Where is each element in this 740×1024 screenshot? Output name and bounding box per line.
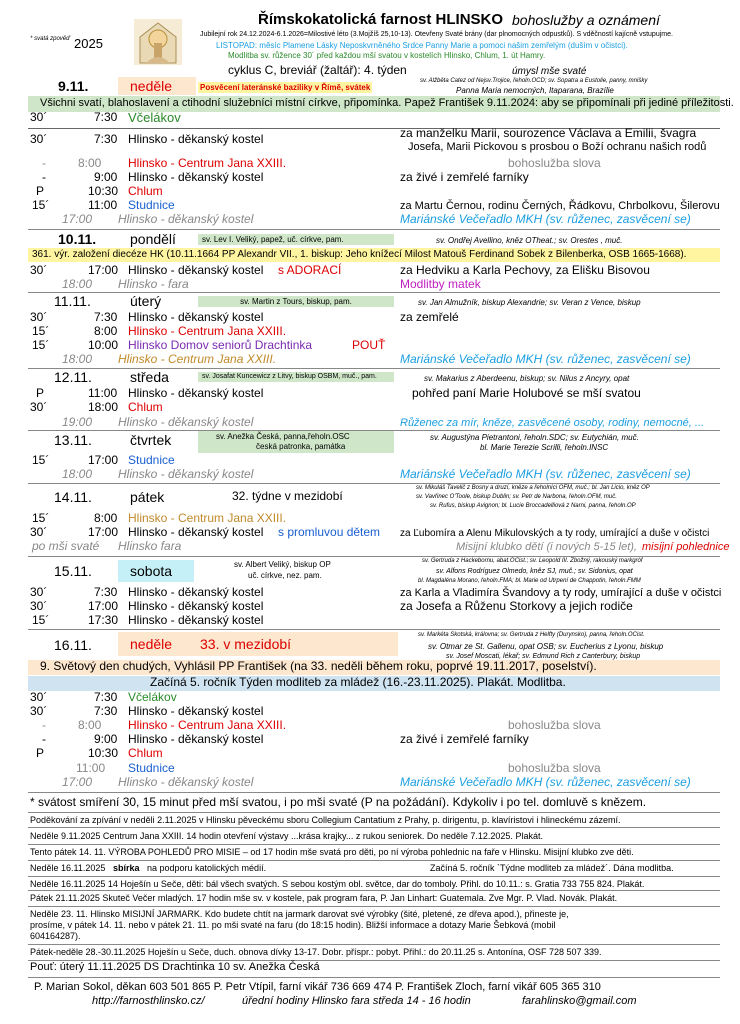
- saints-0911: sv. Alžběta Catez od Nejsv.Trojice, řeholn.OCD; sv. Sopatra a Eustolie, panny, mnišky: [420, 78, 648, 84]
- notice: Pátek-neděle 28.-30.11.2025 Hoješín u Seče, duch. obnova dívky 13-17. Dobr. příspr.: pobyt. Přihl.: do 20.11.25 s. Antonína, OSF 728 507 339.: [30, 947, 602, 957]
- mass-intention: Josefa, Marii Pickovou s prosbou o Boží ochranu našich rodů: [408, 141, 707, 153]
- saints-1611: sv. Otmar ze St. Gallenu, opat OSB; sv. Eucherius z Lyonu, biskup: [428, 642, 664, 651]
- feast-1211: sv. Josafat Kuncewicz z Litvy, biskup OSBM, muč., pam.: [198, 372, 394, 382]
- mass-time: 9:00: [94, 732, 118, 746]
- banner-poor-day: 9. Světový den chudých, Vyhlásil PP František (na 33. neděli během roku, poprvé 19.11.2017, poselství).: [40, 659, 597, 673]
- feast-1411: 32. týdne v mezidobí: [232, 489, 343, 503]
- banner-youth-week: Začíná 5. ročník Týden modliteb za mládež (16.-23.11.2025). Plakát. Modlitba.: [150, 675, 566, 689]
- notice: Začíná 5. ročník `Týdne modliteb za mládež´. Dána modlitba.: [430, 863, 674, 873]
- mass-intention: Mariánské Večeřadlo MKH (sv. růženec, zasvěcení se): [400, 775, 691, 789]
- day-1511: sobota: [130, 563, 173, 579]
- mass-place: Hlinsko - děkanský kostel: [128, 732, 264, 746]
- confession-time: 15´: [32, 338, 50, 352]
- confession-time: 15´: [32, 613, 50, 627]
- banner-1011: 361. výr. založení diecéze HK (10.11.1664 PP Alexandr VII., 1. biskup: Jeho knížecí Milost Matouš Ferdinand Sobek z Bilenberka, OSB 1665-1668).: [32, 249, 687, 260]
- mass-time: 18:00: [62, 352, 93, 366]
- mass-time: 17:00: [88, 599, 119, 613]
- feast2-1511: uč. církve, nez. pam.: [248, 571, 322, 580]
- mass-intention: Misijní klubko dětí (i nových 5-15 let),: [456, 541, 637, 553]
- notice: Neděle 9.11.2025 Centrum Jana XXIII. 14 hodin otevření výstavy ...krása krajky... z rukou seniorek. Do neděle 7.12.2025. Plakát.: [30, 831, 543, 841]
- saints-1511: sv. Alfons Rodríguez Olmedo, kněz SJ, muč.; sv. Sidonius, opat: [436, 568, 633, 575]
- mass-intention: pohřed paní Marie Holubové se mší svatou: [412, 386, 641, 400]
- date-0911: 9.11.: [58, 78, 89, 94]
- mass-time: 7:30: [94, 132, 118, 146]
- mass-place: Hlinsko - děkanský kostel: [128, 613, 264, 627]
- confession-time: 30´: [30, 585, 48, 599]
- saints-1111: sv. Jan Almužník, biskup Alexandrie; sv. Veran z Vence, biskup: [418, 298, 641, 307]
- mass-time: 7:30: [94, 704, 118, 718]
- day-1211: středa: [130, 369, 169, 385]
- confession-time: 15´: [32, 511, 50, 525]
- saints-1011: sv. Ondřej Avellino, kněz OTheat.; sv. Orestes , muč.: [436, 236, 623, 245]
- banner-0911-text: Všichni svatí, blahoslavení a ctihodní služebníci místní církve, připomínka. Papež František 9.11.2024: aby se připomínali při jediné příležitosti.: [40, 97, 734, 109]
- mass-intention: za Ľubomíra a Alenu Mikulovských a ty rody, umírající a duše v očistci: [400, 528, 710, 539]
- date-1211: 12.11.: [54, 369, 92, 385]
- mass-place: Včelákov: [128, 110, 181, 125]
- mass-place: Chlum: [128, 184, 163, 198]
- day-0911: neděle: [130, 78, 173, 94]
- date-1011: 10.11.: [58, 231, 97, 247]
- confession-time: 30´: [30, 132, 48, 146]
- day-1311: čtvrtek: [130, 432, 172, 448]
- confession-time: -: [42, 170, 46, 184]
- confession-time: P: [36, 184, 45, 198]
- parish-subtitle: bohoslužby a oznámení: [512, 12, 660, 28]
- mass-time: 10:30: [88, 184, 119, 198]
- feast-1111: sv. Martin z Tours, biskup, pam.: [198, 296, 394, 307]
- mass-time: 11:00: [76, 761, 106, 775]
- mass-place: Studnice: [128, 761, 175, 775]
- mass-time: 17:00: [88, 263, 119, 277]
- mass-time: 17:00: [62, 775, 93, 789]
- saints2-0911: Panna Maria nemocných, Itaparana, Brazílie: [456, 86, 614, 95]
- mass-place: Hlinsko - děkanský kostel: [118, 467, 254, 481]
- mass-place: Hlinsko - Centrum Jana XXIII.: [128, 511, 287, 525]
- mass-intention: za živé i zemřelé farníky: [400, 170, 529, 184]
- mass-intention: Růženec za mír, kněze, zasvěcené osoby, rodiny, nemocné, ...: [400, 417, 705, 429]
- confession-time: 30´: [30, 599, 48, 613]
- year: 2025: [74, 36, 103, 51]
- mass-intention: Modlitby matek: [400, 277, 481, 291]
- mass-place: Hlinsko - Centrum Jana XXIII.: [128, 324, 287, 338]
- date-1511: 15.11.: [54, 563, 92, 579]
- feast-1311: sv. Anežka Česká, panna,řeholn.OSC: [216, 432, 350, 441]
- confession-time: -: [42, 718, 46, 732]
- liturgy-cycle: cyklus C, breviář (žaltář): 4. týden: [228, 63, 407, 77]
- mass-time: 7:30: [94, 310, 118, 324]
- mass-intention: za Hedviku a Karla Pechovy, za Elišku Bisovou: [400, 263, 650, 277]
- mass-time: 11:00: [88, 198, 118, 212]
- mass-place: Hlinsko - děkanský kostel: [128, 599, 264, 613]
- mass-intention: bohoslužba slova: [508, 761, 601, 775]
- date-1411: 14.11.: [54, 489, 92, 505]
- mass-place: Hlinsko - děkanský kostel: [128, 132, 264, 146]
- mass-place: Hlinsko - děkanský kostel: [128, 704, 264, 718]
- mass-intention: za Karla a Vladimíra Švandovy a ty rody, umírající a duše v očistci: [400, 587, 722, 599]
- mission-cards: misijní pohlednice: [642, 541, 730, 553]
- saints2-1311: bl. Marie Terezie Scrilli, řeholn.INSC: [480, 443, 609, 452]
- mass-time: 17:00: [88, 453, 119, 467]
- mass-place: Hlinsko - děkanský kostel: [118, 775, 254, 789]
- mass-time: 7:30: [94, 690, 118, 704]
- saints-1411: sv. Rufus, biskup Avignon; bl. Lucie Broccadelliová z Narni, panna, řeholn.OP: [430, 503, 636, 509]
- mass-time: 7:30: [94, 585, 118, 599]
- feast-1011: sv. Lev I. Veliký, papež, uč. církve, pam.: [198, 234, 394, 245]
- notice-collection: sbírka: [113, 863, 140, 873]
- mass-place: Včelákov: [128, 690, 177, 704]
- church-logo: [130, 13, 186, 69]
- feast-1511: sv. Albert Veliký, biskup OP: [234, 560, 331, 569]
- mass-time: 10:00: [88, 338, 119, 352]
- confession-time: 30´: [30, 690, 48, 704]
- day-1611: neděle: [130, 636, 173, 652]
- mass-time: 8:00: [78, 156, 102, 170]
- mass-time: po mši svaté: [32, 539, 100, 553]
- saints-1311: sv. Augustýna Pietrantoni, řeholn.SDC; sv. Eutychián, muč.: [430, 433, 639, 442]
- mass-time: 17:00: [62, 212, 93, 226]
- confession-time: 15´: [32, 198, 50, 212]
- confession-time: 30´: [30, 263, 48, 277]
- saints-1611: sv. Markéta Skotská, královna; sv. Gertruda z Helfty (Durynsko), panna, řeholn.OCist.: [418, 632, 645, 638]
- mass-time: 8:00: [94, 511, 118, 525]
- notice: Poděkování za zpívání v neděli 2.11.2025 v Hlinsku pěveckému sboru Collegium Cantatium z Prahy, p. dirigentu, p. klavíristovi i hlineckému zázemí.: [30, 815, 621, 825]
- feast-1611: 33. v mezidobí: [200, 636, 292, 652]
- mass-place: Hlinsko - Centrum Jana XXIII.: [128, 718, 287, 732]
- mass-time: 19:00: [62, 415, 93, 429]
- mass-place: Hlinsko - Centrum Jana XXIII.: [118, 352, 277, 366]
- mass-time: 10:30: [88, 746, 119, 760]
- mass-place: Hlinsko fara: [118, 539, 182, 553]
- date-1111: 11.11.: [54, 293, 91, 309]
- mass-intention: Mariánské Večeřadlo MKH (sv. růženec, zasvěcení se): [400, 467, 691, 481]
- november-text: LISTOPAD: měsíc Plamene Lásky Neposkvrněného Srdce Panny Marie a pomoci našim zemřelým (duším v očistci).: [216, 41, 628, 50]
- email-link[interactable]: farahlinsko@gmail.com: [522, 995, 637, 1007]
- website-link[interactable]: http://farnosthlinsko.cz/: [92, 995, 205, 1007]
- mass-place: Hlinsko - děkanský kostel: [118, 415, 254, 429]
- adoration: s ADORACÍ: [278, 263, 342, 277]
- confession-note: * svatá zpověď: [30, 36, 70, 42]
- children-homily: s promluvou dětem: [278, 525, 381, 539]
- mass-time: 8:00: [78, 718, 102, 732]
- mass-intention: Mariánské Večeřadlo MKH (sv. růženec, zasvěcení se): [400, 352, 691, 366]
- office-hours: úřední hodiny Hlinsko fara středa 14 - 16 hodin: [242, 995, 471, 1007]
- rosary-text: Modlitba sv. růžence 30´ před každou mší svatou v kostelích Hlinsko, Chlum, 1. út Hamry.: [228, 51, 546, 60]
- feast-0911: Posvěcení lateránské baziliky v Římě, svátek: [200, 83, 371, 92]
- notice: Neděle 16.11.2025 14 Hoješín u Seče, děti: bál všech svatých. S sebou kostým obl. světce, dar do tomboly. Přihl. do 10.11.: s. Gratia 733 755 824. Plakát.: [30, 879, 645, 889]
- mass-place: Hlinsko - děkanský kostel: [128, 310, 264, 324]
- mass-time: 18:00: [88, 400, 119, 414]
- mass-place: Hlinsko - děkanský kostel: [128, 585, 264, 599]
- mass-intention: bohoslužba slova: [508, 156, 601, 170]
- pilgrimage: POUŤ: [352, 338, 386, 352]
- mass-place: Hlinsko - děkanský kostel: [128, 170, 264, 184]
- mass-time: 7:30: [94, 110, 118, 124]
- saints-1611: sv. Josef Moscati, lékař; sv. Edmund Rich z Canterbury, biskup: [446, 653, 641, 660]
- mass-time: 18:00: [62, 467, 93, 481]
- contacts: P. Marian Sokol, děkan 603 501 865 P. Petr Vtípil, farní vikář 736 669 474 P. František Zloch, farní vikář 605 365 310: [34, 981, 601, 993]
- mass-time: 8:00: [94, 324, 118, 338]
- jubilee-text: Jubilejní rok 24.12.2024-6.1.2026=Milostivé léto (3.Mojžíš 25,10-13). Otevřeny Svaté brány (dar plnomocných odpustků). S vděčností kajícně vstupujme.: [200, 31, 673, 38]
- day-1011: pondělí: [130, 231, 176, 247]
- mass-time: 17:00: [88, 525, 119, 539]
- date-1611: 16.11.: [54, 637, 92, 653]
- mass-place: Hlinsko - fara: [118, 277, 189, 291]
- saints-1511: sv. Gertruda z Hackebornu, abat.OCist.; sv. Leopold III. Zbožný, rakouský markgróf: [422, 558, 643, 564]
- mass-intention: za manželku Marii, sourozence Václava a Emilii, švagra: [400, 126, 697, 140]
- day-1411: pátek: [130, 489, 165, 505]
- mass-place: Hlinsko - děkanský kostel: [128, 386, 264, 400]
- mass-time: 11:00: [88, 386, 118, 400]
- confession-time: P: [36, 386, 45, 400]
- date-1311: 13.11.: [54, 432, 92, 448]
- confession-time: 30´: [30, 310, 48, 324]
- saints-1411: sv. Mikuláš Tavelič z Bosny a druzí, kněze a řeholníci OFM, muč.; bl. Jan Licio, kněz OP: [416, 485, 650, 491]
- confession-time: P: [36, 746, 45, 760]
- mass-intention: za Martu Černou, rodinu Černých, Řádkovu, Chrbolkovu, Šilerovu: [400, 200, 720, 212]
- notice: prosíme, v pátek 14. 11. nebo v pátek 21. 11. po mši svaté na faru (do 18:15 hodin). Bližší informace a dotazy Marie Šebková (mobil: [30, 920, 556, 930]
- mass-intention: Mariánské Večeřadlo MKH (sv. růženec, zasvěcení se): [400, 212, 691, 226]
- confession-time: 30´: [30, 525, 48, 539]
- notice: na podporu katolických médií.: [147, 863, 267, 873]
- mass-place: Hlinsko - děkanský kostel: [128, 263, 264, 277]
- mass-time: 17:30: [88, 613, 119, 627]
- mass-intention: za Josefa a Růženu Storkovy a jejich rodiče: [400, 599, 633, 613]
- notice: Tento pátek 14. 11. VÝROBA POHLEDŮ PRO MISIE – od 17 hodin mše svatá pro děti, po ní výroba pohlednic na faře v Hlinsku. Misijní klubko zve děti.: [30, 847, 634, 857]
- parish-title: Římskokatolická farnost HLINSKO: [258, 11, 504, 28]
- mass-place: Hlinsko - Centrum Jana XXIII.: [128, 156, 287, 170]
- confession-time: -: [42, 732, 46, 746]
- mass-place: Hlinsko - děkanský kostel: [118, 212, 254, 226]
- feast2-1311: česká patronka, památka: [256, 442, 346, 451]
- mass-intention: bohoslužba slova: [508, 718, 601, 732]
- mass-place: Hlinsko Domov seniorů Drachtinka: [128, 338, 313, 352]
- confession-time: 30´: [30, 704, 48, 718]
- mass-place: Chlum: [128, 746, 163, 760]
- mass-intention: za zemřelé: [400, 310, 459, 324]
- mass-time: 18:00: [62, 277, 93, 291]
- saints-1411: sv. Vavřinec O'Toole, biskup Dublin; sv. Petr de Narbona, řeholn.OFM, muč.: [416, 494, 617, 500]
- confession-time: 30´: [30, 400, 48, 414]
- confession-time: 30´: [30, 110, 48, 124]
- mass-place: Studnice: [128, 198, 175, 212]
- mass-time: 9:00: [94, 170, 118, 184]
- notice: Neděle 23. 11. Hlinsko MISIJNÍ JARMARK. Kdo budete chtít na jarmark darovat své výrobky (šité, pletené, ze dřeva apod.), přineste je,: [30, 909, 569, 919]
- saints-1211: sv. Makarius z Aberdeenu, biskup; sv. Nilus z Ancyry, opat: [424, 374, 630, 383]
- intention-header: úmysl mše svaté: [512, 66, 587, 77]
- mass-place: Chlum: [128, 400, 163, 414]
- notice: 604164287).: [30, 931, 81, 941]
- pilgrimage-notice: Pouť: úterý 11.11.2025 DS Drachtinka 10 sv. Anežka Česká: [30, 961, 320, 973]
- notice: Neděle 16.11.2025: [30, 863, 106, 873]
- confession-time: -: [42, 156, 46, 170]
- mass-place: Hlinsko - děkanský kostel: [128, 525, 264, 539]
- saints-1511: bl. Magdaléna Morano, řeholn.FMA; bl. Marie od Utrpení de Chappotin, řeholn.FMM: [418, 578, 641, 584]
- notice: Pátek 21.11.2025 Skuteč Večer mladých. 17 hodin mše sv. v kostele, pak program fara, P. Jan Linhart: Guatemala. Zve Mgr. P. Vlad. Novák. Plakát.: [30, 893, 618, 903]
- day-1111: úterý: [130, 293, 162, 309]
- confession-time: 15´: [32, 324, 50, 338]
- confession-time: 15´: [32, 453, 50, 467]
- mass-place: Studnice: [128, 453, 175, 467]
- mass-intention: za živé i zemřelé farníky: [400, 732, 529, 746]
- confession-info: * svátost smíření 30, 15 minut před mší svatou, i po mši svaté (P na požádání). Kdykoliv i po tel. domluvě s knězem.: [30, 795, 647, 809]
